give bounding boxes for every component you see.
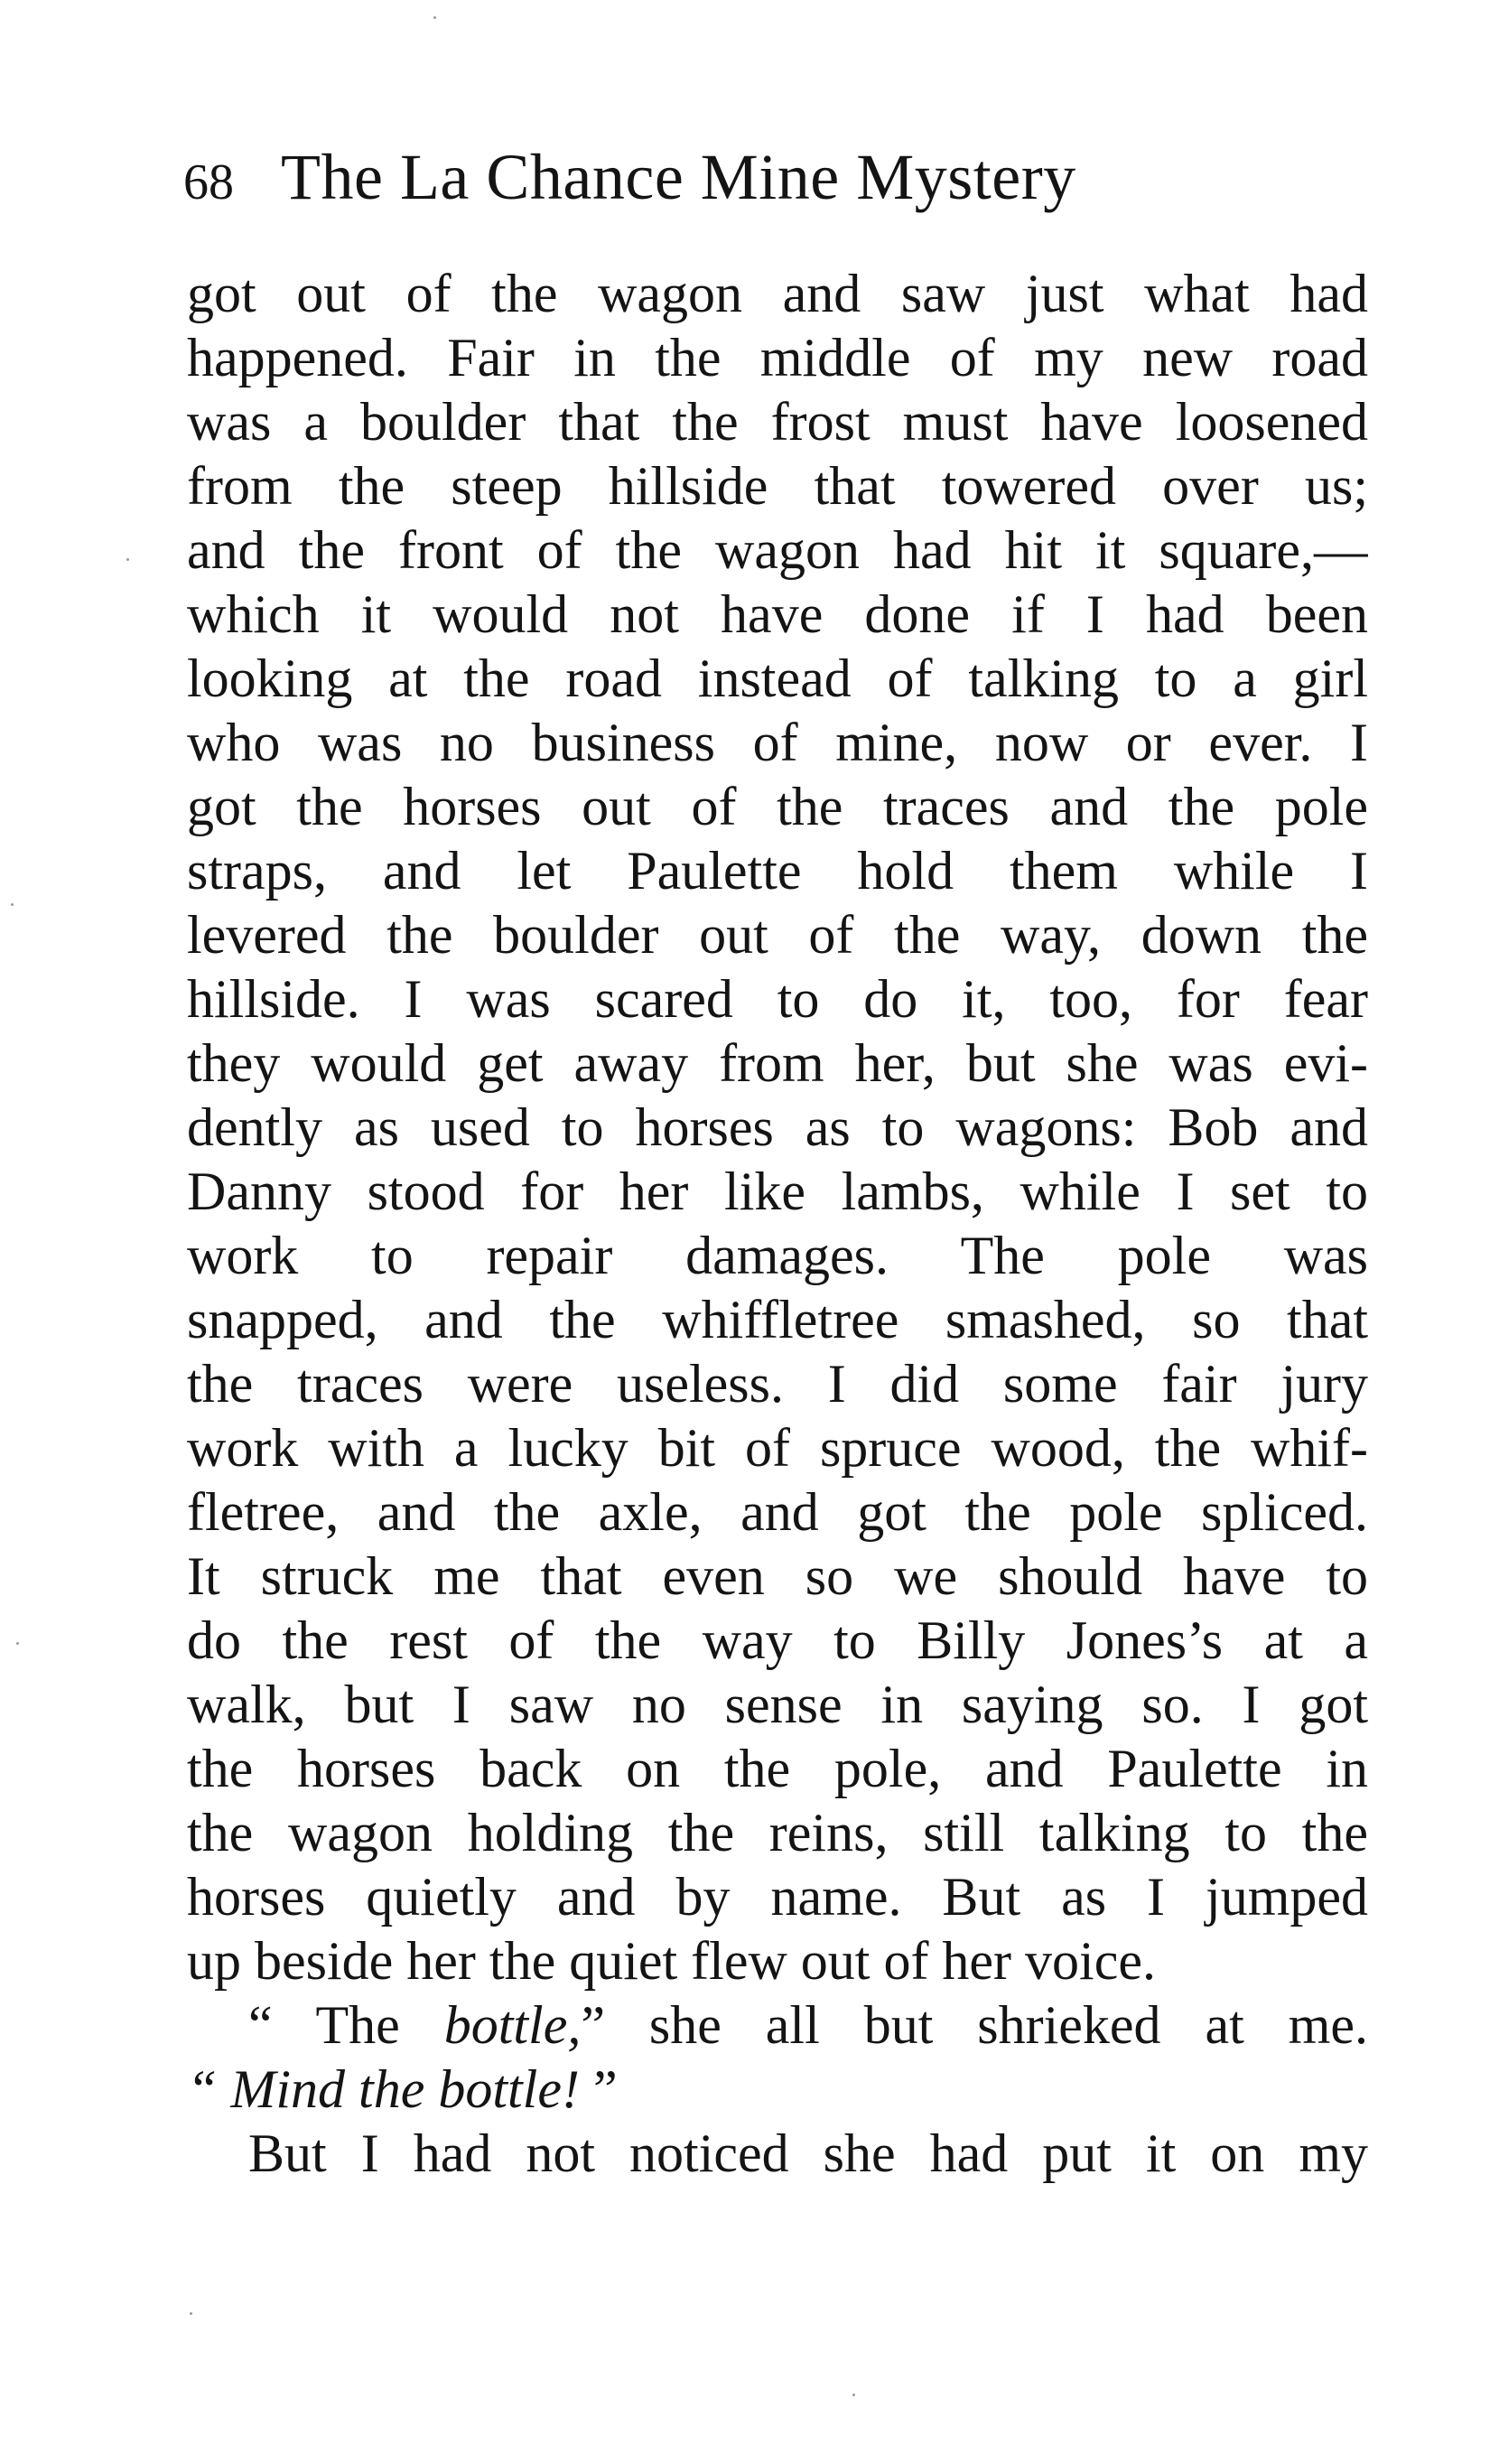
open-quote-2: “	[187, 2059, 231, 2119]
dialogue-rest: she all but shrieked at me.	[604, 1995, 1368, 2055]
text-line: levered the boulder out of the way, down the	[187, 905, 1368, 965]
paper-speck	[126, 558, 129, 561]
paper-speck	[11, 903, 14, 906]
dialogue-line	[187, 1993, 1368, 2058]
close-quote-2: ”	[579, 2059, 618, 2119]
text-line: got out of the wagon and saw just what had	[187, 264, 1368, 323]
text-line: which it would not have done if I had been	[187, 584, 1368, 644]
open-quote: “ The	[248, 1995, 444, 2055]
body-text	[187, 262, 1368, 2375]
text-line: and the front of the wagon had hit it square,—	[187, 520, 1368, 580]
text-line: work to repair damages. The pole was	[187, 1226, 1368, 1285]
text-line: straps, and let Paulette hold them while I	[187, 841, 1368, 901]
paper-speck	[190, 2312, 192, 2315]
text-line: fletree, and the axle, and got the pole spliced.	[187, 1482, 1368, 1542]
paper-speck	[433, 16, 436, 19]
close-quote: ”	[581, 1995, 605, 2055]
text-line: do the rest of the way to Billy Jones’s at a	[187, 1610, 1368, 1670]
paper-speck	[16, 1642, 19, 1645]
text-line: the wagon holding the reins, still talking to the	[187, 1803, 1368, 1862]
running-title: The La Chance Mine Mystery	[281, 141, 1076, 213]
text-line: was a boulder that the frost must have loosened	[187, 392, 1368, 452]
dialogue-line-2	[187, 2058, 1368, 2122]
text-line: the horses back on the pole, and Paulette in	[187, 1739, 1368, 1798]
text-line: hillside. I was scared to do it, too, for fear	[187, 969, 1368, 1029]
text-line: snapped, and the whiffletree smashed, so that	[187, 1290, 1368, 1349]
text-line: looking at the road instead of talking to a girl	[187, 649, 1368, 708]
text-line: happened. Fair in the middle of my new road	[187, 328, 1368, 387]
text-line: Danny stood for her like lambs, while I set to	[187, 1162, 1368, 1221]
text-line: It struck me that even so we should have to	[187, 1546, 1368, 1606]
text-line: up beside her the quiet flew out of her voice.	[187, 1931, 1156, 1991]
final-line: But I had not noticed she had put it on my	[248, 2123, 1368, 2183]
text-line: walk, but I saw no sense in saying so. I got	[187, 1675, 1368, 1734]
paper-speck	[852, 2394, 855, 2396]
page-header	[183, 140, 1357, 221]
text-line: they would get away from her, but she was evi-	[187, 1033, 1368, 1093]
text-line: from the steep hillside that towered over us;	[187, 456, 1368, 516]
page-number: 68	[183, 154, 234, 210]
italic-word: bottle,	[443, 1995, 582, 2055]
text-line: dently as used to horses as to wagons: Bob and	[187, 1097, 1368, 1157]
text-line: horses quietly and by name. But as I jumped	[187, 1867, 1368, 1927]
text-line: got the horses out of the traces and the pole	[187, 777, 1368, 836]
text-line: work with a lucky bit of spruce wood, the whif-	[187, 1418, 1368, 1478]
text-line: the traces were useless. I did some fair jury	[187, 1354, 1368, 1414]
text-line: who was no business of mine, now or ever. I	[187, 713, 1368, 772]
italic-exclamation: Mind the bottle!	[230, 2059, 580, 2119]
